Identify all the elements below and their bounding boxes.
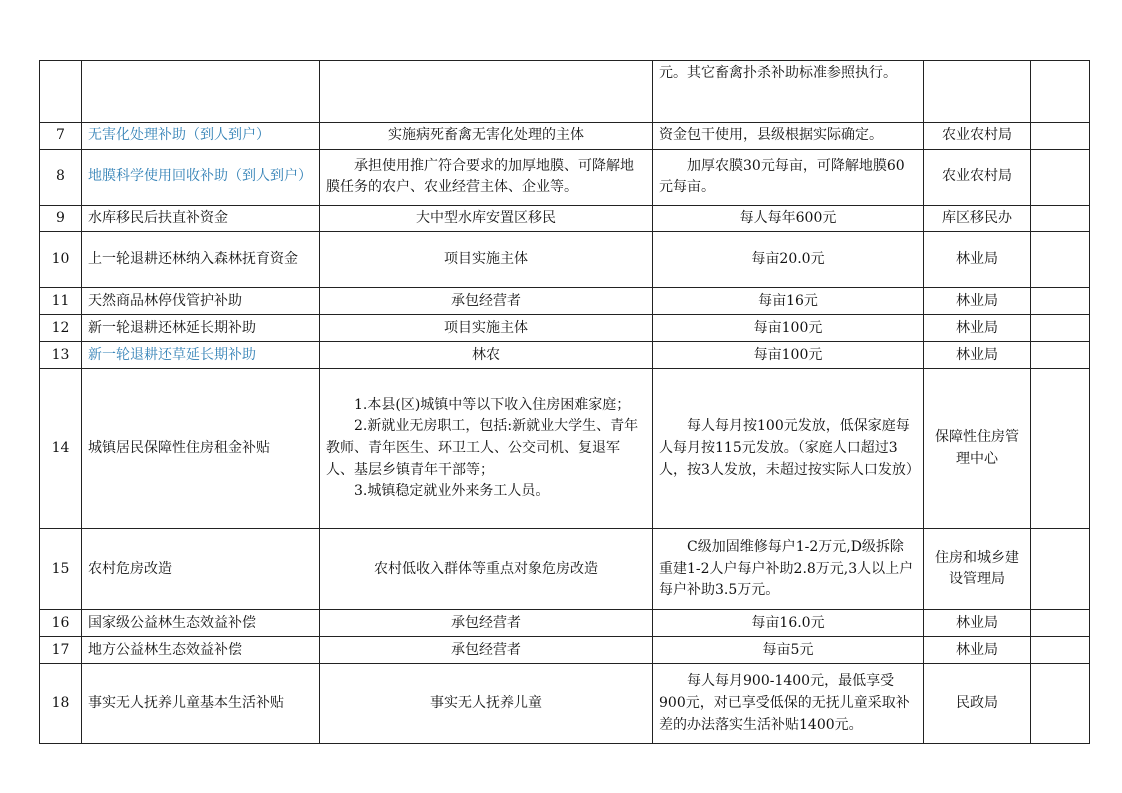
subsidy-standard: 每人每月900-1400元，最低享受900元，对已享受低保的无抚儿童采取补差的办法落实生活补贴1400元。 [653,664,924,744]
subsidy-standard: 每亩16元 [653,288,924,315]
subsidy-name [82,61,320,123]
subsidy-standard: 每人每年600元 [653,205,924,232]
subsidy-standard: 每亩5元 [653,637,924,664]
note-cell [1031,529,1090,610]
note-cell [1031,637,1090,664]
subsidy-standard: 元。其它畜禽扑杀补助标准参照执行。 [653,61,924,123]
subsidy-object: 承包经营者 [320,288,653,315]
policy-table [39,60,1090,744]
note-cell [1031,610,1090,637]
row-number: 12 [40,315,82,342]
row-number: 10 [40,232,82,288]
note-cell [1031,288,1090,315]
row-number: 7 [40,123,82,150]
responsible-dept: 林业局 [924,342,1031,369]
subsidy-name-link[interactable]: 地膜科学使用回收补助（到人到户） [82,149,320,205]
subsidy-name: 天然商品林停伐管护补助 [82,288,320,315]
subsidy-name: 新一轮退耕还林延长期补助 [82,315,320,342]
subsidy-standard: 每亩100元 [653,315,924,342]
subsidy-object: 事实无人抚养儿童 [320,664,653,744]
row-number: 18 [40,664,82,744]
subsidy-standard: 资金包干使用，县级根据实际确定。 [653,123,924,150]
note-cell [1031,61,1090,123]
responsible-dept: 林业局 [924,610,1031,637]
note-cell [1031,369,1090,529]
responsible-dept: 林业局 [924,288,1031,315]
responsible-dept [924,61,1031,123]
row-number: 9 [40,205,82,232]
note-cell [1031,205,1090,232]
row-number: 8 [40,149,82,205]
row-number [40,61,82,123]
responsible-dept: 住房和城乡建设管理局 [924,529,1031,610]
row-number: 11 [40,288,82,315]
subsidy-name: 国家级公益林生态效益补偿 [82,610,320,637]
subsidy-object: 承包经营者 [320,610,653,637]
subsidy-name: 农村危房改造 [82,529,320,610]
responsible-dept: 林业局 [924,232,1031,288]
note-cell [1031,342,1090,369]
table-row [40,232,1090,288]
subsidy-object: 农村低收入群体等重点对象危房改造 [320,529,653,610]
table-row [40,637,1090,664]
table-row [40,123,1090,150]
subsidy-name: 地方公益林生态效益补偿 [82,637,320,664]
responsible-dept: 林业局 [924,637,1031,664]
subsidy-object: 承包经营者 [320,637,653,664]
subsidy-object: 大中型水库安置区移民 [320,205,653,232]
row-number: 17 [40,637,82,664]
object-line: 1.本县(区)城镇中等以下收入住房困难家庭； [354,396,631,413]
subsidy-name-link[interactable]: 无害化处理补助（到人到户） [82,123,320,150]
subsidy-standard: 加厚农膜30元每亩，可降解地膜60元每亩。 [653,149,924,205]
table-row [40,61,1090,123]
responsible-dept: 库区移民办 [924,205,1031,232]
subsidy-name: 事实无人抚养儿童基本生活补贴 [82,664,320,744]
table-row [40,369,1090,529]
subsidy-object: 承担使用推广符合要求的加厚地膜、可降解地膜任务的农户、农业经营主体、企业等。 [320,149,653,205]
row-number: 15 [40,529,82,610]
responsible-dept: 林业局 [924,315,1031,342]
subsidy-name: 上一轮退耕还林纳入森林抚育资金 [82,232,320,288]
subsidy-name-link[interactable]: 新一轮退耕还草延长期补助 [82,342,320,369]
subsidy-object: 项目实施主体 [320,315,653,342]
subsidy-name: 城镇居民保障性住房租金补贴 [82,369,320,529]
note-cell [1031,664,1090,744]
note-cell [1031,123,1090,150]
subsidy-name: 水库移民后扶直补资金 [82,205,320,232]
responsible-dept: 农业农村局 [924,149,1031,205]
subsidy-standard: 每亩20.0元 [653,232,924,288]
responsible-dept: 民政局 [924,664,1031,744]
subsidy-object: 项目实施主体 [320,232,653,288]
table-row [40,610,1090,637]
note-cell [1031,149,1090,205]
subsidy-standard: C级加固维修每户1-2万元,D级拆除重建1-2人户每户补助2.8万元,3人以上户每户补助3.5万元。 [653,529,924,610]
subsidy-standard: 每亩100元 [653,342,924,369]
table-row [40,149,1090,205]
table-row [40,315,1090,342]
subsidy-standard: 每人每月按100元发放，低保家庭每人每月按115元发放。（家庭人口超过3人，按3人发放，未超过按实际人口发放） [653,369,924,529]
row-number: 13 [40,342,82,369]
responsible-dept: 保障性住房管理中心 [924,369,1031,529]
row-number: 16 [40,610,82,637]
object-line: 3.城镇稳定就业外来务工人员。 [354,483,550,500]
table-row [40,529,1090,610]
table-row [40,205,1090,232]
row-number: 14 [40,369,82,529]
subsidy-standard: 每亩16.0元 [653,610,924,637]
note-cell [1031,315,1090,342]
responsible-dept: 农业农村局 [924,123,1031,150]
subsidy-object [320,369,653,529]
subsidy-object: 实施病死畜禽无害化处理的主体 [320,123,653,150]
table-row [40,342,1090,369]
table-row [40,288,1090,315]
subsidy-object [320,61,653,123]
object-line: 2.新就业无房职工，包括:新就业大学生、青年教师、青年医生、环卫工人、公交司机、复退军人、基层乡镇青年干部等； [326,418,639,478]
table-row [40,664,1090,744]
subsidy-object: 林农 [320,342,653,369]
note-cell [1031,232,1090,288]
